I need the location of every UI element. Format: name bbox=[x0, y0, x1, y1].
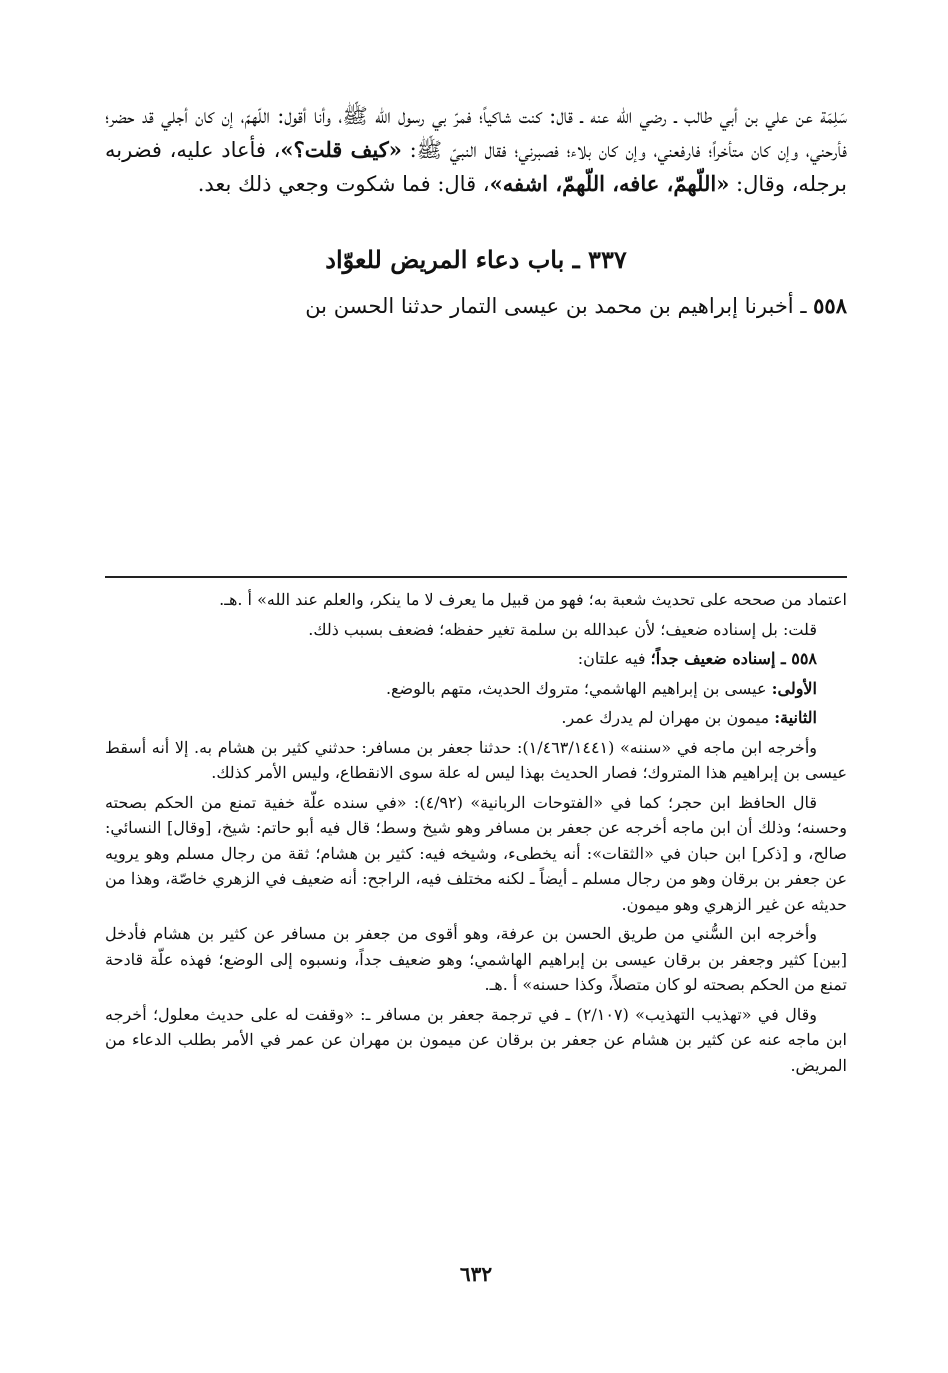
footnote-paragraph: وأخرجه ابن السُّني من طريق الحسن بن عرفة، وهو أقوى من جعفر بن مسافر عن كثير بن هشام فأدخل [بين] كثير وجعفر بن برقان عيسى بن إبراهيم الهاشمي؛ وهو ضعيف جداً، ونسبوه إلى الوضع؛ فهذه علّة قادحة تمنع من الحكم بصحته لو كان متصلاً، وكذا حسنه» أ .هـ. bbox=[105, 924, 847, 994]
footnote-paragraph bbox=[105, 705, 847, 731]
hadith-chain: ـ أخبرنا إبراهيم بن محمد بن عيسى التمار حدثنا الحسن بن bbox=[305, 294, 814, 318]
grading: ٥٥٨ ـ إسناده ضعيف جداً؛ bbox=[650, 649, 817, 668]
footnote-paragraph: وقال في «تهذيب التهذيب» (٢/١٠٧) ـ في ترجمة جعفر بن مسافر ـ: «وقفت له على حديث معلول؛ أخرجه ابن ماجه عنه عن كثير بن هشام عن جعفر بن برقان عن ميمون بن مهران عن عمر في الأمر بطلب الدعاء من المريض. bbox=[105, 1004, 847, 1075]
footnote-paragraph: قلت: بل إسناده ضعيف؛ لأن عبدالله بن سلمة تغير حفظه؛ فضعف بسبب ذلك. bbox=[308, 619, 817, 639]
footnote-text: فيه علتان: bbox=[577, 649, 651, 668]
footnote-paragraph: اعتماد من صححه على تحديث شعبة به؛ فهو من قبيل ما يعرف لا ما ينكر، والعلم عند الله» أ .هـ. bbox=[219, 590, 847, 609]
hadith-text-part: ، قال: فما شكوت وجعي ذلك بعد. bbox=[197, 172, 490, 196]
first-defect-label: الأولى: bbox=[771, 678, 817, 698]
hadith-text-part: ، فأعاد عليه، فضربه برجله، وقال: bbox=[105, 138, 847, 196]
page bbox=[105, 100, 847, 1286]
hadith-paragraph bbox=[105, 100, 847, 201]
footnote-divider bbox=[105, 576, 847, 578]
footnote-paragraph: وأخرجه ابن ماجه في «سننه» (١/٤٦٣/١٤٤١): حدثنا جعفر بن مسافر: حدثني كثير بن هشام به. إلا أنه أسقط عيسى بن إبراهيم هذا المتروك؛ فصار الحديث بهذا ليس له علة سوى الانقطاع، وليس الأمر كذلك. bbox=[105, 737, 847, 782]
hadith-number: ٥٥٨ bbox=[813, 293, 847, 318]
page-number: ٦٣٢ bbox=[459, 1262, 493, 1286]
hadith-text-part: سَلِمَة عن علي بن أبي طالب ـ رضي الله عنه ـ قال: كنت شاكياً؛ فمرّ بي رسول الله ﷺ، وأنا أقول: اللّهمّ، إن كان أجلي قد حضر؛ فأرحني، وإن كان متأخراً؛ فارفعني، وإن كان بلاء؛ فصبرني؛ فقال النبيّ ﷺ: bbox=[105, 104, 847, 162]
hadith-558-start bbox=[105, 289, 847, 323]
footnote-paragraph bbox=[105, 676, 847, 702]
footnote-text: ميمون بن مهران لم يدرك عمر. bbox=[561, 708, 775, 727]
chapter-heading: ٣٣٧ ـ باب دعاء المريض للعوّاد bbox=[325, 245, 627, 274]
footnote-paragraph bbox=[105, 646, 847, 672]
footnotes bbox=[105, 587, 847, 1082]
footnote-text: عيسى بن إبراهيم الهاشمي؛ متروك الحديث، متهم بالوضع. bbox=[385, 678, 772, 698]
footnote-paragraph: قال الحافظ ابن حجر؛ كما في «الفتوحات الربانية» (٤/٩٢): «في سنده علّة خفية تمنع من الحكم بصحته وحسنه؛ وذلك أن ابن ماجه أخرجه عن جعفر بن مسافر وهو شيخ وسط؛ قال فيه أبو حاتم: شيخ، [وقال] النسائي: صالح، و [ذكر] ابن حبان في «الثقات»: أنه يخطىء، وشيخه فيه: كثير بن هشام؛ ثقة من رجال مسلم وهو يرويه عن جعفر بن برقان وهو من رجال مسلم ـ أيضاً ـ لكنه مختلف فيه، الراجح: أنه ضعيف في الزهري خاصّة، وهذا من حديثه عن غير الزهري وهو ميمون. bbox=[105, 792, 847, 914]
prophet-quote: «كيف قلت؟» bbox=[280, 137, 402, 162]
prophet-supplication: «اللّهمّ، عافه، اللّهمّ، اشفه» bbox=[489, 171, 730, 196]
second-defect-label: الثانية: bbox=[774, 708, 817, 727]
